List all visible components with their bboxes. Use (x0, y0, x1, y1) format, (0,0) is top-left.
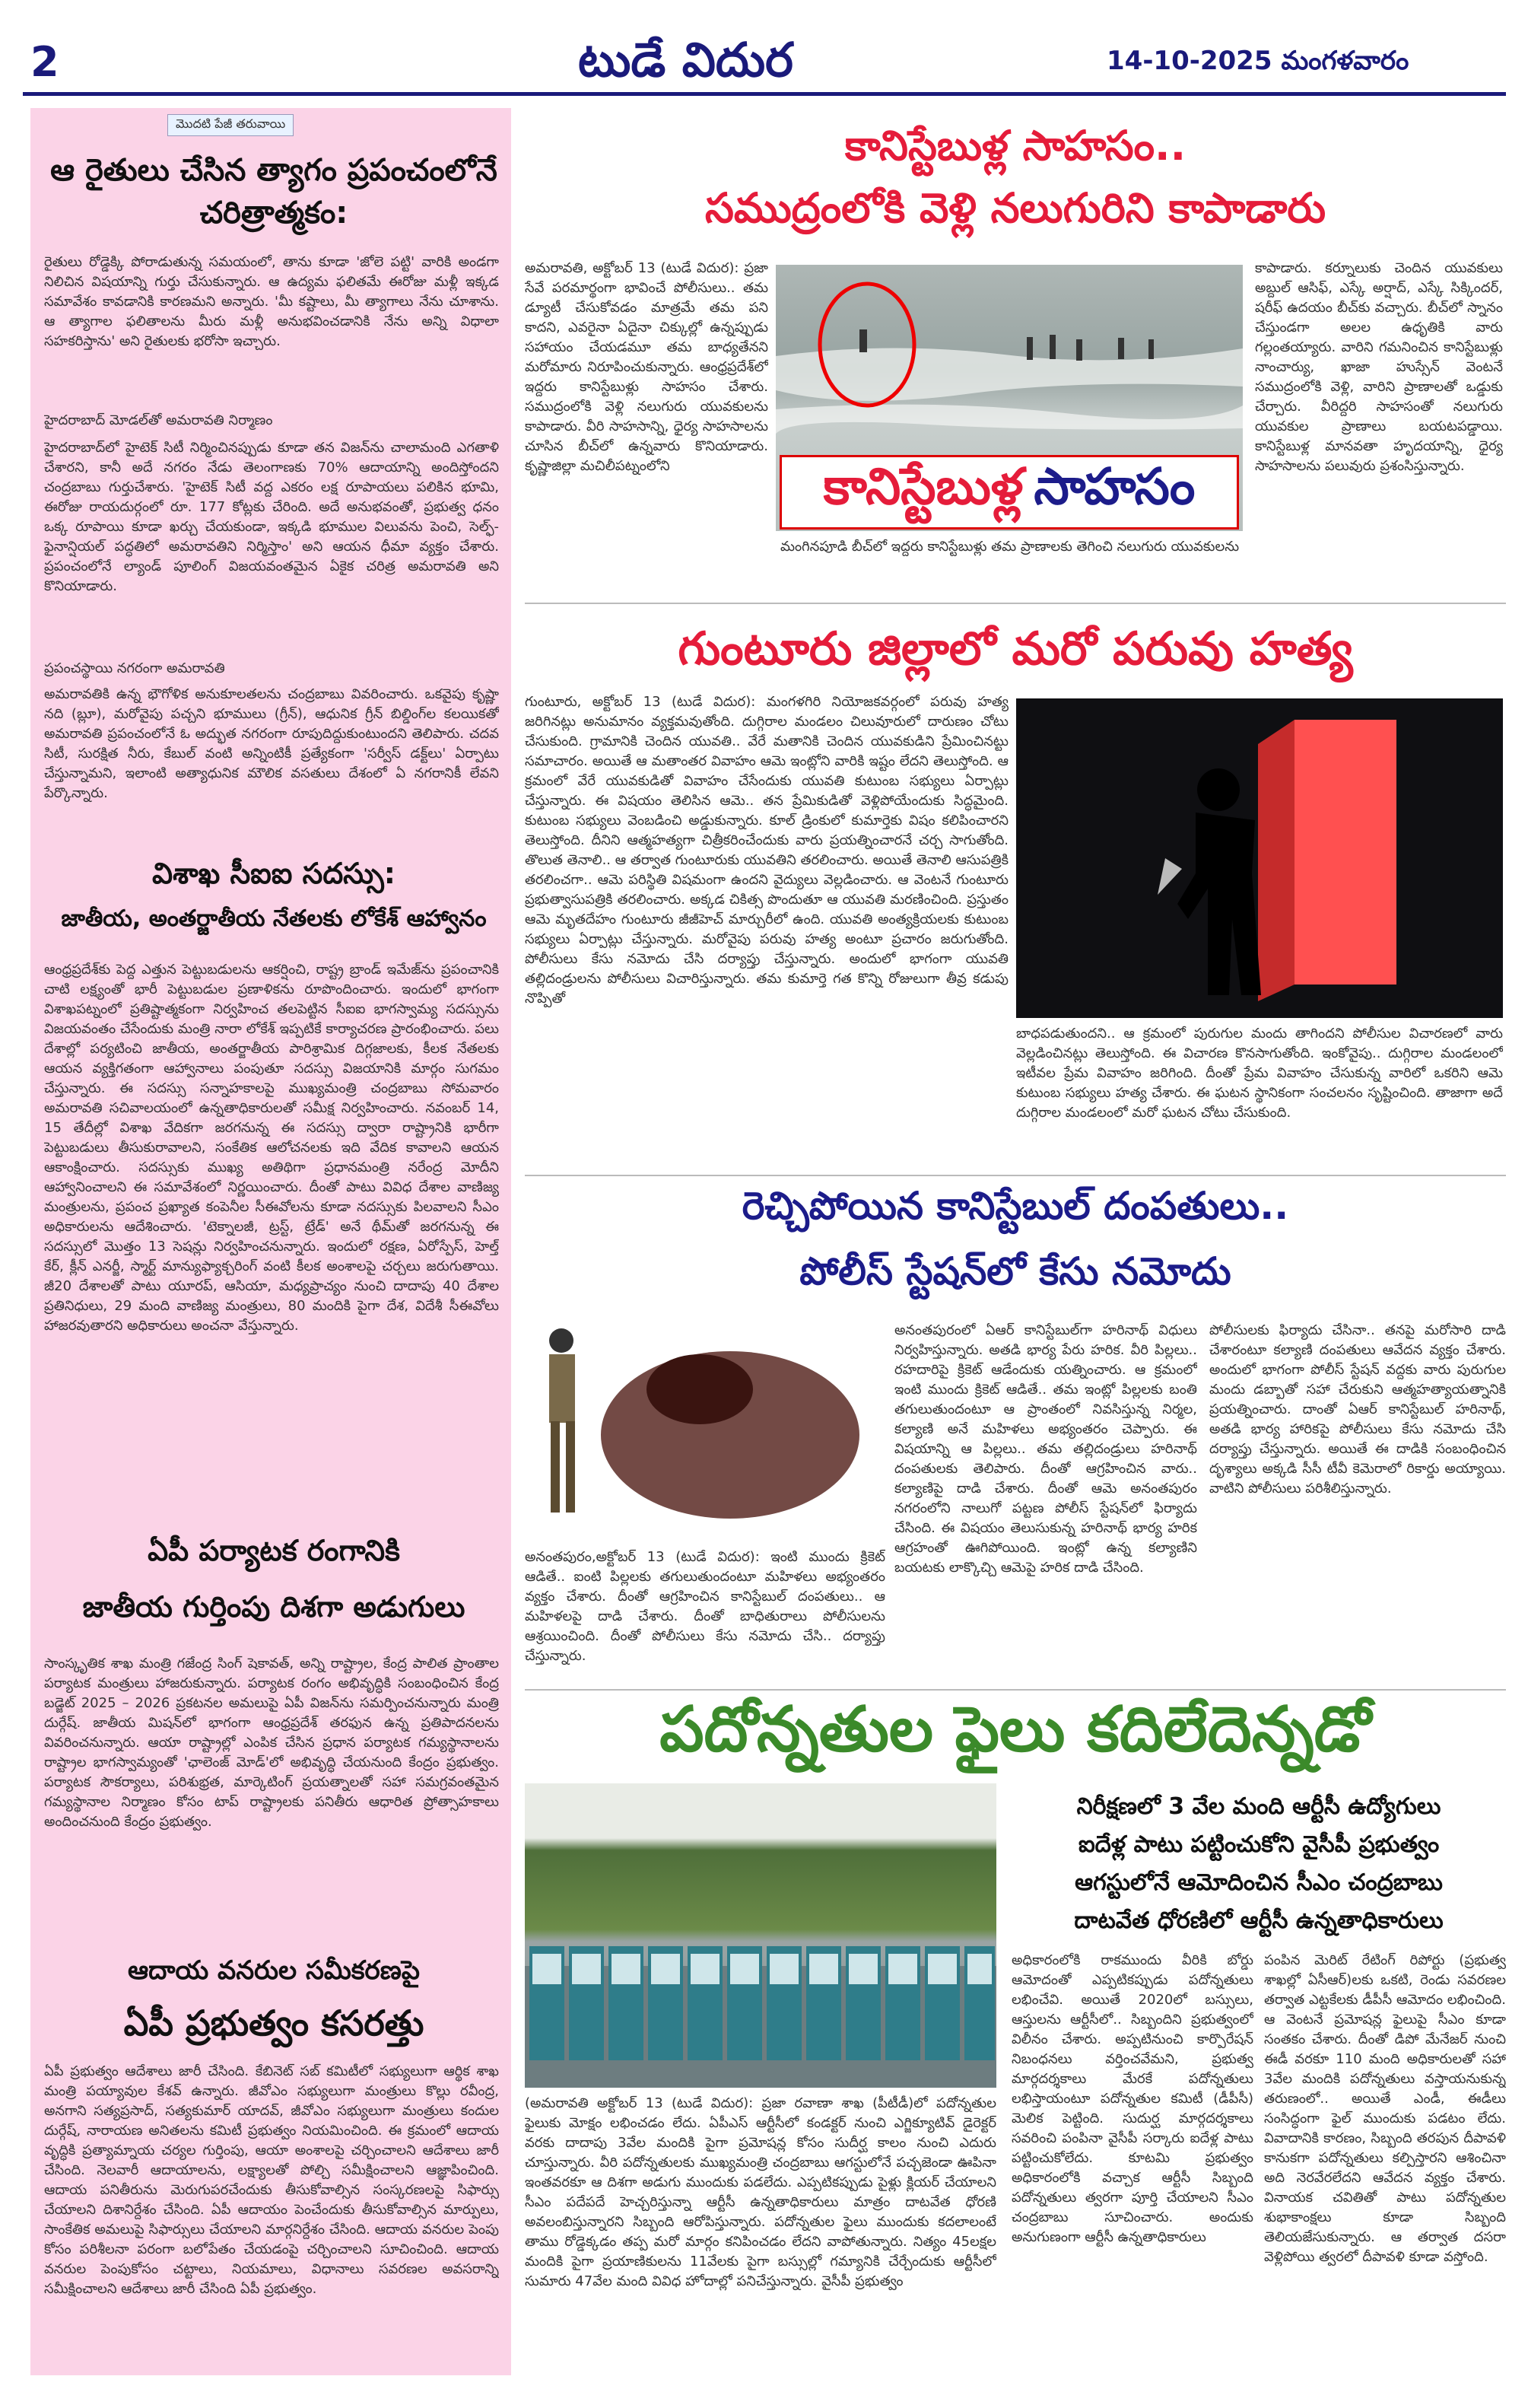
honor-headline: గుంటూరు జిల్లాలో మరో పరువు హత్య (678, 622, 1353, 676)
promo-body-right: పంపిన మెరిట్ రేటింగ్ రిపోర్టు (ప్రభుత్వ శాఖల్లో ఏసీఆర్)లకు ఒకటి, రెండు సవరణల తర్వాత ఎట్టకేలకు డీపీసీ ఆమోదం లభించింది. ఆ వెంటనే ప్రమోషన్ల ఫైలుపై సీఎం కూడా సంతకం చేశారు. దీంతో డిపో మేనేజర్ నుంచి ఈడీ వరకూ 110 మంది అధికారులతో సహా 3వేల మందికి పదోన్నతులు వస్తాయనుకున్న తరుణంలో.. అయితే ఎండీ, ఈడీలు సంసిద్ధంగా ఫైల్ ముందుకు పడటం లేదు. వివాదానికి కారణం, సిబ్బంది తరపున దీపావళి కానుకగా పదోన్నతులు కల్పిస్తారని ఆశించినా అది నెరవేరలేదని ఆవేదన వ్యక్తం చేశారు. వినాయక చవితితో పాటు పదోన్నతుల శుభాకాంక్షలు కూడా సిబ్బంది తెలియజేసుకున్నారు. ఆ తర్వాత దసరా వెళ్లిపోయి త్వరలో దీపావళి కూడా వస్తోంది. (1264, 1952, 1506, 2265)
constable-headline-2: పోలీస్ స్టేషన్‌లో కేసు నమోదు (799, 1249, 1231, 1293)
rescue-caption: మంగినపూడి బీచ్‌లో ఇద్దరు కానిస్టేబుళ్లు తమ ప్రాణాలకు తెగించి నలుగురు యువకులను (780, 539, 1240, 555)
rescue-headline-2: సముద్రంలోకి వెళ్లి నలుగురిని కాపాడారు (704, 184, 1326, 232)
promo-deck-4: దాటవేత ధోరణిలో ఆర్టీసీ ఉన్నతాధికారులు (1074, 1907, 1444, 1934)
date-line: 14-10-2025 మంగళవారం (1107, 46, 1409, 76)
honor-body-cont: బాధపడుతుందని.. ఆ క్రమంలో పురుగుల మందు తాగిందని పోలీసుల విచారణలో వారు వెల్లడించినట్లు తెలుస్తోంది. ఈ విచారణ కొనసాగుతోంది. ఇంకోవైపు.. దుగ్గిరాల మండలంలో ఇటీవల ప్రేమ వివాహం జరిగింది. దీంతో ప్రేమ వివాహం చేసుకున్న వారిలో ఒకరిని ఆమె కుటుంబ సభ్యులు హత్య చేశారు. ఈ ఘటన స్థానికంగా సంచలనం సృష్టించింది. తాజాగా అదే దుగ్గిరాల మండలంలో మరో ఘటన చోటు చేసుకుంది. (1016, 1026, 1503, 1121)
left-headline-2a: విశాఖ సీఐఐ సదస్సు: (152, 857, 396, 890)
promo-deck-2: ఐదేళ్ల పాటు పట్టించుకోని వైసీపీ ప్రభుత్వం (1078, 1831, 1440, 1858)
promo-deck-3: ఆగస్టులోనే ఆమోదించిన సీఎం చంద్రబాబు (1075, 1869, 1443, 1896)
constable-photo (517, 1321, 885, 1541)
rescue-col-1: అమరావతి, అక్టోబర్ 13 (టుడే విదుర): ప్రజా సేవే పరమార్థంగా భావించే పోలీసులు.. తమ డ్యూటీ చేసుకోవడం మాత్రమే తమ పని కాదని, ఎవరైనా ఏదైనా చిక్కుల్లో ఉన్నప్పుడు సహాయం చేయడమూ తమ బాధ్యతేనని మరోమారు నిరూపించుకున్నారు. ఆంధ్రప్రదేశ్‌లో ఇద్దరు కానిస్టేబుళ్లు సాహసం చేశారు. సముద్రంలోకి వెళ్లి నలుగురు యువకులను కాపాడారు. వీరి సాహసాన్ని, ధైర్య సాహసాలను చూసిన బీచ్‌లో ఉన్నవారు కొనియాడారు. కృష్ణాజిల్లా మచిలీపట్నంలోని (525, 260, 768, 474)
left-headline-3a: ఏపీ పర్యాటక రంగానికి (148, 1534, 400, 1567)
promo-body-main: (అమరావతి అక్టోబర్ 13 (టుడే విదుర): ప్రజా రవాణా శాఖ (పీటీడీ)లో పదోన్నతుల ఫైలుకు మోక్షం లభించడం లేదు. ఏపీఎస్ ఆర్టీసీలో కండక్టర్ నుంచి ఎగ్జిక్యూటివ్ డైరెక్టర్ వరకు దాదాపు 3వేల మందికి పైగా ప్రమోషన్ల కోసం సుదీర్ఘ కాలం నుంచి ఎదురు చూస్తున్నారు. వీరి పదోన్నతులకు ముఖ్యమంత్రి చంద్రబాబు ఆగస్టులోనే పచ్చజెండా ఊపినా ఇంతవరకూ ఆ దిశగా అడుగు ముందుకు పడలేదు. ఎప్పటికప్పుడు పైళ్లు క్లియర్ చేయాలని సీఎం పదేపదే హెచ్చరిస్తున్నా ఆర్టీసీ ఉన్నతాధికారులు మాత్రం దాటవేత ధోరణి అవలంబిస్తున్నారని సిబ్బంది ఆరోపిస్తున్నారు. పదోన్నతుల ఫైలు ముందుకు కదలాలంటే తాము రోడ్డెక్కడం తప్ప మరో మార్గం కనిపించడం లేదని వాపోతున్నారు. నిత్యం 45లక్షల మందికి పైగా ప్రయాణికులను 11వేలకు పైగా బస్సుల్లో గమ్యానికి చేర్చేందుకు ఆర్టీసీలో సుమారు 47వేల మంది వివిధ హోదాల్లో పనిచేస్తున్నారు. వైసీపీ ప్రభుత్వం (525, 2095, 996, 2289)
divider (525, 1175, 1506, 1176)
constable-col-2: అనంతపురంలో ఏఆర్ కానిస్టేబుల్‌గా హరినాథ్ విధులు నిర్వహిస్తున్నారు. అతడి భార్య పేరు హరిక. వీరి పిల్లలు.. రహదారిపై క్రికెట్ ఆడేందుకు యత్నించారు. ఆ క్రమంలో ఇంటి ముందు క్రికెట్ ఆడితే.. తమ ఇంట్లో పిల్లలకు బంతి తగులుతుందంటూ ఆ ప్రాంతంలో నివసిస్తున్న నిర్మల, కల్యాణి అనే మహిళలు అభ్యంతరం చెప్పారు. ఈ విషయాన్ని ఆ పిల్లలు.. తమ తల్లిదండ్రులు హరినాథ్ దంపతులకు తెలిపారు. దీంతో ఆగ్రహించిన వారు.. కల్యాణిపై దాడి చేశారు. దీంతో ఆమె అనంతపురం నగరంలోని నాలుగో పట్టణ పోలీస్ స్టేషన్‌లో ఫిర్యాదు చేసింది. ఈ విషయం తెలుసుకున్న హరినాథ్ భార్య హరిక ఆగ్రహంతో ఊగిపోయింది. ఇంట్లో ఉన్న కల్యాణిని బయటకు లాక్కొచ్చి ఆమెపై హరిక దాడి చేసింది. (894, 1322, 1197, 1576)
rescue-col-3: కాపాడారు. కర్నూలుకు చెందిన యువకులు అబ్దుల్ ఆసిఫ్, ఎస్కే అర్షాద్, ఎస్కే సిక్కిందర్, షరీఫ్ ఉదయం బీచ్‌కు వచ్చారు. బీచ్‌లో స్నానం చేస్తుండగా అలల ఉధృతికి వారు గల్లంతయ్యారు. వారిని గమనించిన కానిస్టేబుళ్లు నాంచార్యు, ఖాజా హుస్సేన్ వెంటనే సముద్రంలోకి వెళ్లి, వారిని ప్రాణాలతో ఒడ్డుకు చేర్చారు. వీరిద్దరి సాహసంతో నలుగురు యువకుల ప్రాణాలు బయటపడ్డాయి. కానిస్టేబుళ్ల మానవతా హృదయాన్ని, ధైర్య సాహసాలను పలువురు ప్రశంసిస్తున్నారు. (1255, 260, 1503, 474)
promo-deck-1: నిరీక్షణలో 3 వేల మంది ఆర్టీసీ ఉద్యోగులు (1076, 1793, 1441, 1820)
left-para-1: రైతులు రోడ్డెక్కి పోరాడుతున్న సమయంలో, తాను కూడా 'జోలె పట్టి' వారికి అండగా నిలిచిన విషయాన్ని గుర్తు చేసుకున్నారు. ఆ ఉద్యమ ఫలితమే ఈరోజు మళ్లీ ఇక్కడ సమావేశం కావడానికి కారణమని అన్నారు. 'మీ కష్టాలు, మీ త్యాగాలు నేను చూశాను. ఆ త్యాగాల ఫలితాలను మీరు మళ్లీ అనుభవించడానికి నేను అన్ని విధాలా సహకరిస్తాను' అని రైతులకు భరోసా ఇచ్చారు. (44, 254, 499, 349)
honor-photo (1016, 698, 1503, 1018)
left-para-2: హైదరాబాద్‌లో హైటెక్ సిటీ నిర్మించినప్పుడు కూడా తన విజన్‌ను చాలామంది ఎగతాళి చేశారని, కానీ అదే నగరం నేడు తెలంగాణకు 70% ఆదాయాన్ని అందిస్తోందని చంద్రబాబు గుర్తుచేశారు. 'హైటెక్ సిటీ వద్ద ఎకరం లక్ష రూపాయలు పలికిన భూమి, ఈరోజు రాయదుర్గంలో రూ. 177 కోట్లకు చేరింది. అదే అనుభవంతో, ప్రభుత్వ ధనం ఒక్క రూపాయి కూడా ఖర్చు చేయకుండా, ఇక్కడి భూముల విలువను పెంచి, సెల్ఫ్-ఫైనాన్షియల్ పద్ధతిలో అమరావతిని నిర్మిస్తాం' అని ఆయన ధీమా వ్యక్తం చేశారు. ప్రపంచంలోనే ల్యాండ్ పూలింగ్ విజయవంతమైన ఏకైక చరిత్ర అమరావతి అని కొనియాడారు. (44, 440, 499, 594)
photo-overlay (780, 455, 1239, 530)
rescue-headline-1: కానిస్టేబుళ్ల సాహసం.. (844, 122, 1187, 170)
page-number: 2 (30, 38, 59, 86)
left-headline-4a: ఆదాయ వనరుల సమీకరణపై (128, 1955, 420, 1986)
door-scene (1016, 698, 1503, 1018)
promo-headline: పదోన్నతుల ఫైలు కదిలేదెన్నడో (659, 1694, 1371, 1766)
left-headline-3b: జాతీయ గుర్తింపు దిశగా అడుగులు (82, 1590, 465, 1624)
constable-body-1: అనంతపురం,అక్టోబర్ 13 (టుడే విదుర): ఇంటి ముందు క్రికెట్ ఆడితే.. ఐంటి పిల్లలకు తగులుతుందంటూ మహిళలు అభ్యంతరం వ్యక్తం చేశారు. దీంతో ఆగ్రహించిన కానిస్టేబుల్ దంపతులు.. ఆ మహిళలపై దాడి చేశారు. దీంతో బాధితురాలు పోలీసులను ఆశ్రయించింది. దీంతో పోలీసులు కేసు నమోదు చేసి.. దర్యాప్తు చేస్తున్నారు. (525, 1549, 885, 1664)
paper-name: టుడే విదుర (578, 32, 793, 87)
left-headline-2b: జాతీయ, అంతర్జాతీయ నేతలకు లోకేశ్ ఆహ్వానం (61, 905, 487, 932)
constable-col-3: పోలీసులకు ఫిర్యాదు చేసినా.. తనపై మరోసారి దాడి చేశారంటూ కల్యాణి దంపతులు ఆవేదన వ్యక్తం చేశారు. అందులో భాగంగా పోలీస్ స్టేషన్ వద్దకు వారు పురుగుల మందు డబ్బాతో సహా చేరుకుని ఆత్మహత్యాయత్నానికి ప్రయత్నించారు. దాంతో ఏఆర్ కానిస్టేబుల్ హరినాథ్, అతడి భార్య హారికపై పోలీసులు కేసు నమోదు చేసి దర్యాప్తు చేస్తున్నారు. అయితే ఈ దాడికి సంబంధించిన దృశ్యాలు అక్కడి సీసీ టీవీ కెమెరాలో రికార్డు అయ్యాయి. వాటిని పోలీసులు పరిశీలిస్తున్నారు. (1209, 1322, 1506, 1497)
divider (525, 1689, 1506, 1691)
divider (525, 603, 1506, 604)
constable-headline-1: రెచ్చిపోయిన కానిస్టేబుల్ దంపతులు.. (742, 1184, 1289, 1228)
left-para-3: అమరావతికి ఉన్న భౌగోళిక అనుకూలతలను చంద్రబాబు వివరించారు. ఒకవైపు కృష్ణా నది (బ్లూ), మరోవైపు పచ్చని భూములు (గ్రీన్), ఆధునిక గ్రీన్ బిల్డింగ్‌ల కలయికతో అమరావతి ప్రపంచంలోనే ఓ అద్భుత నగరంగా రూపుదిద్దుకుంటుందని తెలిపారు. చదవ సిటీ, సురక్షిత నీరు, కేబుల్ వంటి అన్నింటికీ ప్రత్యేకంగా 'సర్వీస్ డక్ట్‌లు' ఏర్పాటు చేస్తున్నామని, ఇలాంటి అత్యాధునిక మౌలిక వసతులు దేశంలో ఏ నగరానికీ లేవని పేర్కొన్నారు. (44, 686, 499, 801)
police-silhouette (517, 1321, 885, 1541)
left-sub-2: ప్రపంచస్థాయి నగరంగా అమరావతి (44, 660, 225, 676)
left-para-4: ఆంధ్రప్రదేశ్‌కు పెద్ద ఎత్తున పెట్టుబడులను ఆకర్షించి, రాష్ట్ర బ్రాండ్ ఇమేజ్‌ను ప్రపంచానికి చాటి లక్ష్యంతో భారీ పెట్టుబడుల ప్రణాళికను రూపొందించారు. ఇందులో భాగంగా విశాఖపట్నంలో ప్రతిష్టాత్మకంగా నిర్వహించ తలపెట్టిన సీఐఐ భాగస్వామ్య సదస్సును విజయవంతం చేసేందుకు మంత్రి నారా లోకేశ్ ఇప్పటికే కార్యాచరణ ప్రారంభించారు. పలు దేశాల్లో పర్యటించి జాతీయ, అంతర్జాతీయ పారిశ్రామిక దిగ్గజాలకు, కీలక నేతలకు ఆయన వ్యక్తిగతంగా ఆహ్వానాలు పంపుతూ సదస్సు విజయానికి మార్గం సుగమం చేస్తున్నారు. ఈ సదస్సు సన్నాహకాలపై ముఖ్యమంత్రి చంద్రబాబు సోమవారం అమరావతి సచివాలయంలో ఉన్నతాధికారులతో సమీక్ష నిర్వహించారు. నవంబర్ 14, 15 తేదీల్లో విశాఖ వేదికగా జరగనున్న ఈ సదస్సు ద్వారా రాష్ట్రానికి భారీగా పెట్టుబడులు తీసుకురావాలని, సంకేతిక ఆలోచనలకు ఇది వేదిక కావాలని ఆయన ఆకాంక్షించారు. సదస్సుకు ముఖ్య అతిథిగా ప్రధానమంత్రి నరేంద్ర మోదీని ఆహ్వానించాలని ఈ సమావేశంలో నిర్ణయించారు. దీంతో పాటు వివిధ దేశాల వాణిజ్య మంత్రులను, ప్రపంచ ప్రఖ్యాత కంపెనీల సీఈవోలను కూడా నదస్సుకు పిలవాలని సీఎం అధికారులను ఆదేశించారు. 'టెక్నాలజీ, ట్రస్ట్, ట్రేడ్' అనే థీమ్‌తో జరగనున్న ఈ సదస్సులో మొత్తం 13 సెషన్లు నిర్వహించనున్నారు. ఇందులో రక్షణ, ఏరోస్పేస్, హెల్త్ కేర్, క్లీన్ ఎనర్జీ, స్మార్ట్ మాన్యుఫ్యాక్చరింగ్ వంటి కీలక అంశాలపై చర్చలు జరుగుతాయి. జీ20 దేశాలతో పాటు యూరప్, ఆసియా, మధ్యప్రాచ్యం నుంచి దాదాపు 40 దేశాల ప్రతినిధులు, 29 మంది వాణిజ్య మంత్రులు, 80 మందికి పైగా దేశ, విదేశీ సీఈవోలు హాజరవుతారని అధికారులు అంచనా వేస్తున్నారు. (44, 962, 499, 1334)
left-para-6: ఏపీ ప్రభుత్వం ఆదేశాలు జారీ చేసింది. కేబినెట్ సబ్ కమిటీలో సభ్యులుగా ఆర్థిక శాఖ మంత్రి పయ్యావుల కేశవ్ ఉన్నారు. జీవోఎం సభ్యులుగా మంత్రులు కొల్లు రవీంద్ర, అనగాని సత్యప్రసాద్, సత్యకుమార్ యాదవ్, జీవోఎం సభ్యులుగా మంత్రులు కందుల దుర్గేష్, నారాయణ అనితలను కమిటీ ప్రభుత్వం నియమించింది. ఈ క్రమంలో ఆదాయ వృద్ధికి ప్రత్యామ్నాయ చర్యల గుర్తింపు, ఆయా అంశాలపై చర్చించాలని ఆదేశాలు జారీ చేసింది. నెలవారీ ఆదాయాలను, లక్ష్యాలతో పోల్చి సమీక్షించాలని ఆజ్ఞాపించింది. ఆదాయ పనితీరును మెరుగుపరచేందుకు తీసుకోవాల్సిన సంస్కరణలపై సిఫార్సు చేయాలని దిశానిర్దేశం చేసింది. ఏపీ ఆదాయం పెంచేందుకు తీసుకోవాల్సిన మార్పులు, సాంకేతిక అమలుపై సిఫార్సులు చేయాలని మార్గనిర్దేశం చేసింది. ఆదాయ వనరుల పెంపు కోసం పరిశీలనా పరంగా బలోపేతం చేయడంపై చర్చించాలని సూచించింది. ఆదాయ వనరుల పెంపుకోసం చట్టాలు, నియమాలు, విధానాలు సవరణల అవసరాన్ని సమీక్షించాలని ఆదేశాలు జారీ చేసింది ఏపీ ప్రభుత్వం. (44, 2063, 499, 2297)
buses (525, 1783, 996, 2088)
honor-body: గుంటూరు, అక్టోబర్ 13 (టుడే విదుర): మంగళగిరి నియోజకవర్గంలో పరువు హత్య జరిగినట్లు అనుమానం వ్యక్తమవుతోంది. దుగ్గిరాల మండలం చిలువూరులో దారుణం చోటు చేసుకుంది. గ్రామానికి చెందిన యువతి.. వేరే మతానికి చెందిన యువకుడిని ప్రేమించినట్టు సమాచారం. అయితే ఆ మతాంతర వివాహం ఆమె ఇంట్లోని వారికి ఇష్టం లేదని తెలుస్తోంది. ఆ క్రమంలో వేరే యువకుడితో వివాహం చేసేందుకు యువతి కుటుంబ సభ్యులు ఏర్పాట్లు చేస్తున్నారు. ఈ విషయం తెలిసిన ఆమె.. తన ప్రేమికుడితో వెళ్లిపోయేందుకు సిద్ధమైంది. కుటుంబ సభ్యులు వెంబడించి అడ్డుకున్నారు. కూల్ డ్రింకులో కుమార్తెకు విషం కలిపించారని తెలుస్తోంది. దీనిని ఆత్మహత్యగా చిత్రీకరించేందుకు వారు ప్రయత్నించారనే చర్చ సాగుతోంది. తొలుత తెనాలి.. ఆ తర్వాత గుంటూరుకు యువతిని తరలించారు. అయితే తెనాలి ఆసుపత్రికి తరలించగా.. ఆమె పరిస్థితి విషమంగా ఉందని వైద్యులు వెల్లడించారు. ఆ వెంటనే గుంటూరు ప్రభుత్వాసుపత్రికి తరలించారు. అక్కడ చికిత్స పొందుతూ ఆ యువతి మరణించింది. ప్రస్తుతం ఆమె మృతదేహం గుంటూరు జీజీహెచ్ మార్చురీలో ఉంది. యువతి అంత్యక్రియలకు కుటుంబ సభ్యులు ఏర్పాట్లు చేస్తున్నారు. మరోవైపు పరువు హత్య అంటూ ప్రచారం జరుగుతోంది. పోలీసులు కేసు నమోదు చేసి దర్యాప్తు చేస్తున్నారు. అందులో భాగంగా యువతి తల్లిదండ్రులను పోలీసులు విచారిస్తున్నారు. తమ కుమార్తె గత కొన్ని రోజులుగా తీవ్ర కడుపు నొప్పితో (525, 694, 1009, 1007)
continuation-tag: మొదటి పేజీ తరువాయి (167, 114, 294, 136)
left-headline-1: ఆ రైతులు చేసిన త్యాగం ప్రపంచంలోనే చరిత్రాత్మకం: (50, 153, 497, 231)
left-headline-4b: ఏపీ ప్రభుత్వం కసరత్తు (123, 2002, 424, 2044)
overlay-word-1: కానిస్టేబుళ్ల (823, 456, 1024, 516)
promo-body-mid: అధికారంలోకి రాకముందు వీరికి బోర్డు ఆమోదంతో ఎప్పటికప్పుడు పదోన్నతులు లభించేవి. అయితే 2020లో బస్సులు, ఆస్తులను ఆర్టీసీలో.. సిబ్బందిని ప్రభుత్వంలో విలీనం చేశారు. అప్పటినుంచి కార్పొరేషన్ నిబంధనలు వర్తించవేమని, ప్రభుత్వ మార్గదర్శకాలు మేరకే పదోన్నతులు లభిస్తాయంటూ పదోన్నతుల కమిటీ (డీపీసీ) మెలిక పెట్టింది. సుదుర్ఘ మార్గదర్శకాలు సవరించి పంపినా వైసీపీ సర్కారు ఐదేళ్ల పాటు పట్టించుకోలేదు. కూటమి ప్రభుత్వం అధికారంలోకి వచ్చాక ఆర్టీసీ సిబ్బంది పదోన్నతులు త్వరగా పూర్తి చేయాలని సీఎం చంద్రబాబు సూచించారు. అందుకు అనుగుణంగా ఆర్టీసీ ఉన్నతాధికారులు (1012, 1952, 1253, 2245)
bus-depot-photo (525, 1783, 996, 2088)
overlay-word-2: సాహసం (1034, 456, 1196, 516)
left-para-5: సాంస్కృతిక శాఖ మంత్రి గజేంద్ర సింగ్ షెకావత్, అన్ని రాష్ట్రాల, కేంద్ర పాలిత ప్రాంతాల పర్యాటక మంత్రులు హాజరుకున్నారు. పర్యాటక రంగం అభివృద్ధికి సంబంధించిన కేంద్ర బడ్జెట్ 2025 – 2026 ప్రకటనల అమలుపై ఏపీ విజన్‌ను సమర్పించనున్నారు మంత్రి దుర్గేష్. జాతీయ మిషన్‌లో భాగంగా ఆంధ్రప్రదేశ్ తరఫున ఉన్న ప్రతిపాదనలను వివరించనున్నారు. ఆయా రాష్ట్రాల్లో ఎంపిక చేసిన ప్రధాన పర్యాటక గమ్యస్థానాలను రాష్ట్రాల భాగస్వామ్యంతో 'ఛాలెంజ్ మోడ్'లో అభివృద్ధి చేయనుంది కేంద్రం ప్రభుత్వం. పర్యాటక సౌకర్యాలు, పరిశుభ్రత, మార్కెటింగ్ ప్రయత్నాలతో సహా సమగ్రవంతమైన గమ్యస్థానాల నిర్మాణం కోసం టాప్ రాష్ట్రాలకు పనితీరు ఆధారిత ప్రోత్సాహకాలు అందించనుంది కేంద్రం ప్రభుత్వం. (44, 1656, 499, 1830)
left-sub-1: హైదరాబాద్ మోడల్‌తో అమరావతి నిర్మాణం (44, 412, 273, 428)
